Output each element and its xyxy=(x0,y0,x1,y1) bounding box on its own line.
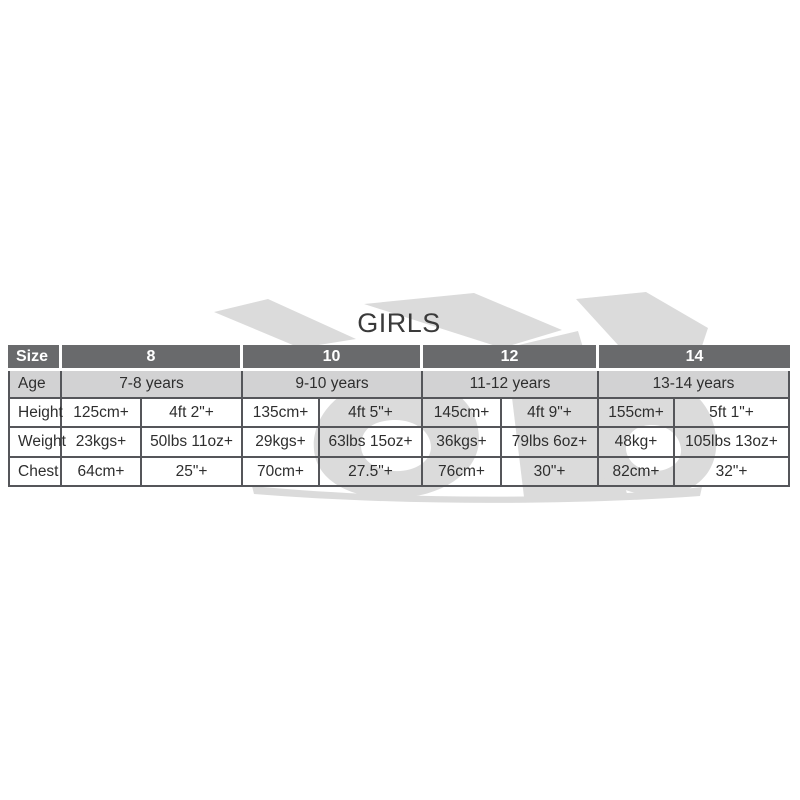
chest-imperial-size14: 32"+ xyxy=(675,458,790,487)
height-row-label: Height xyxy=(8,399,62,428)
age-row-label: Age xyxy=(8,371,62,399)
chest-imperial-size12: 30"+ xyxy=(502,458,599,487)
height-imperial-size12: 4ft 9"+ xyxy=(502,399,599,428)
size-header-12: 12 xyxy=(423,345,599,371)
weight-metric-size14: 48kg+ xyxy=(599,428,675,458)
age-value-size14: 13-14 years xyxy=(599,371,790,399)
age-value-size10: 9-10 years xyxy=(243,371,423,399)
chest-metric-size10: 70cm+ xyxy=(243,458,320,487)
height-imperial-size10: 4ft 5"+ xyxy=(320,399,423,428)
weight-imperial-size12: 79lbs 6oz+ xyxy=(502,428,599,458)
weight-metric-size8: 23kgs+ xyxy=(62,428,142,458)
height-metric-size10: 135cm+ xyxy=(243,399,320,428)
weight-imperial-size14: 105lbs 13oz+ xyxy=(675,428,790,458)
weight-imperial-size10: 63lbs 15oz+ xyxy=(320,428,423,458)
chest-imperial-size8: 25"+ xyxy=(142,458,243,487)
weight-imperial-size8: 50lbs 11oz+ xyxy=(142,428,243,458)
age-value-size8: 7-8 years xyxy=(62,371,243,399)
chest-metric-size8: 64cm+ xyxy=(62,458,142,487)
weight-metric-size10: 29kgs+ xyxy=(243,428,320,458)
chart-title: GIRLS xyxy=(357,308,441,338)
height-metric-size8: 125cm+ xyxy=(62,399,142,428)
size-header-8: 8 xyxy=(62,345,243,371)
height-imperial-size14: 5ft 1"+ xyxy=(675,399,790,428)
age-value-size12: 11-12 years xyxy=(423,371,599,399)
size-header-14: 14 xyxy=(599,345,790,371)
height-metric-size14: 155cm+ xyxy=(599,399,675,428)
chest-metric-size12: 76cm+ xyxy=(423,458,502,487)
chest-metric-size14: 82cm+ xyxy=(599,458,675,487)
height-metric-size12: 145cm+ xyxy=(423,399,502,428)
weight-metric-size12: 36kgs+ xyxy=(423,428,502,458)
chest-row-label: Chest xyxy=(8,458,62,487)
size-row-label: Size xyxy=(8,345,62,371)
weight-row-label: Weight xyxy=(8,428,62,458)
girls-size-table xyxy=(8,345,790,487)
height-imperial-size8: 4ft 2"+ xyxy=(142,399,243,428)
chest-imperial-size10: 27.5"+ xyxy=(320,458,423,487)
size-header-10: 10 xyxy=(243,345,423,371)
